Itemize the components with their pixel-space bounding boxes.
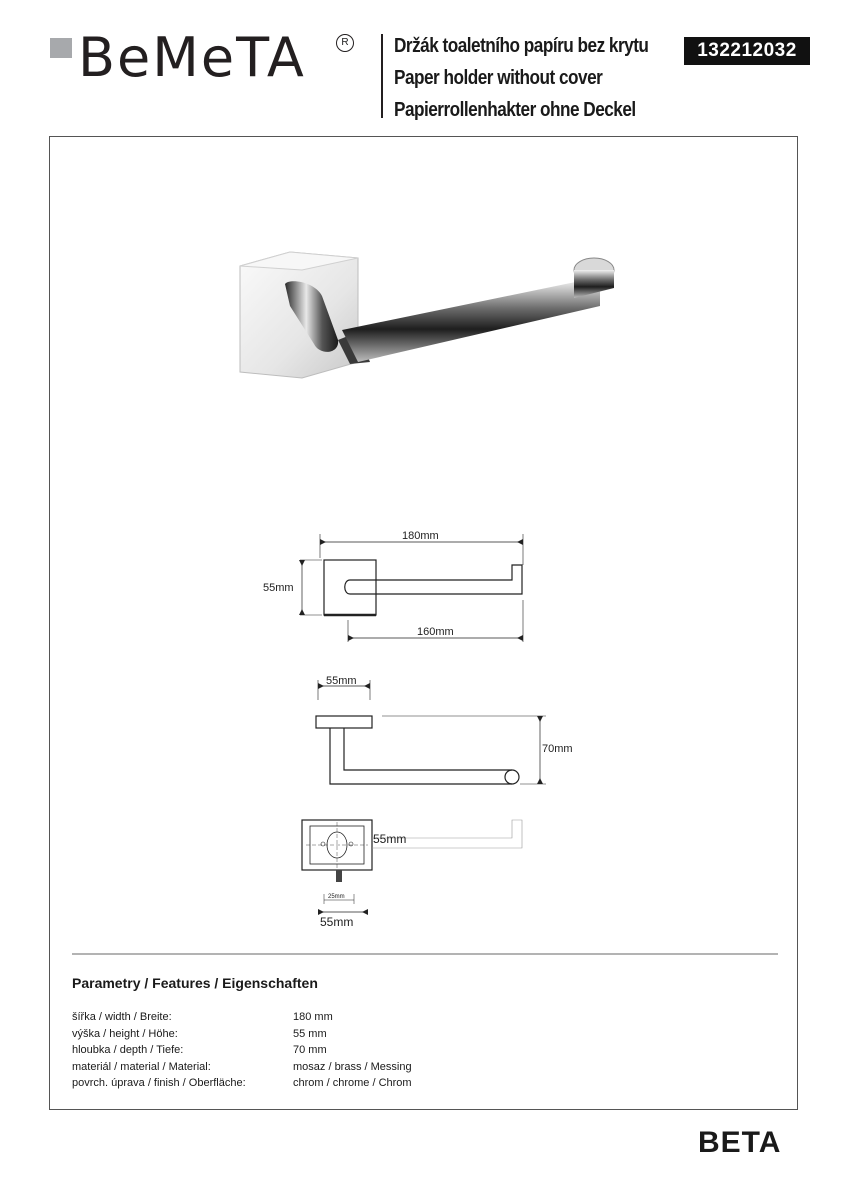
feature-row [72,1042,412,1059]
dimension-depth: 70mm [542,743,573,755]
dimension-front-height: 55mm [373,832,407,846]
logo-square [50,38,72,58]
feature-row [72,1009,412,1026]
dimension-plate: 55mm [326,675,357,687]
title-czech: Držák toaletního papíru bez krytu [394,35,649,57]
features-list [72,1009,412,1092]
features-title: Parametry / Features / Eigenschaften [72,975,318,991]
side-view [316,675,573,784]
dimension-width: 180mm [402,530,439,542]
feature-value: 55 mm [293,1027,327,1040]
top-view [263,530,523,642]
dimension-arm: 160mm [417,626,454,638]
product-photo [230,236,620,386]
feature-label: hloubka / depth / Tiefe: [72,1044,184,1056]
feature-value: chrom / chrome / Chrom [293,1077,412,1089]
header-divider [381,34,383,118]
title-german: Papierrollenhakter ohne Deckel [394,99,636,121]
dimension-hole: 25mm [328,894,345,900]
feature-label: povrch. úprava / finish / Oberfläche: [72,1077,246,1089]
features-divider [72,953,778,955]
technical-drawing [250,520,590,940]
product-titles [394,30,690,126]
feature-label: výška / height / Höhe: [72,1027,178,1040]
brand-logo: BeMeTA [78,26,306,89]
series-name: BETA [698,1126,782,1159]
dimension-front-width: 55mm [320,915,354,929]
registered-mark: R [336,34,354,52]
feature-value: 70 mm [293,1044,327,1056]
title-english: Paper holder without cover [394,67,603,89]
feature-row [72,1059,412,1076]
feature-label: šířka / width / Breite: [72,1011,172,1023]
front-view [302,820,522,929]
dimension-height: 55mm [263,582,294,594]
feature-label: materiál / material / Material: [72,1060,211,1073]
product-code: 132212032 [684,37,810,65]
feature-value: 180 mm [293,1011,333,1023]
feature-row [72,1026,412,1043]
feature-value: mosaz / brass / Messing [293,1060,412,1073]
feature-row [72,1075,412,1092]
